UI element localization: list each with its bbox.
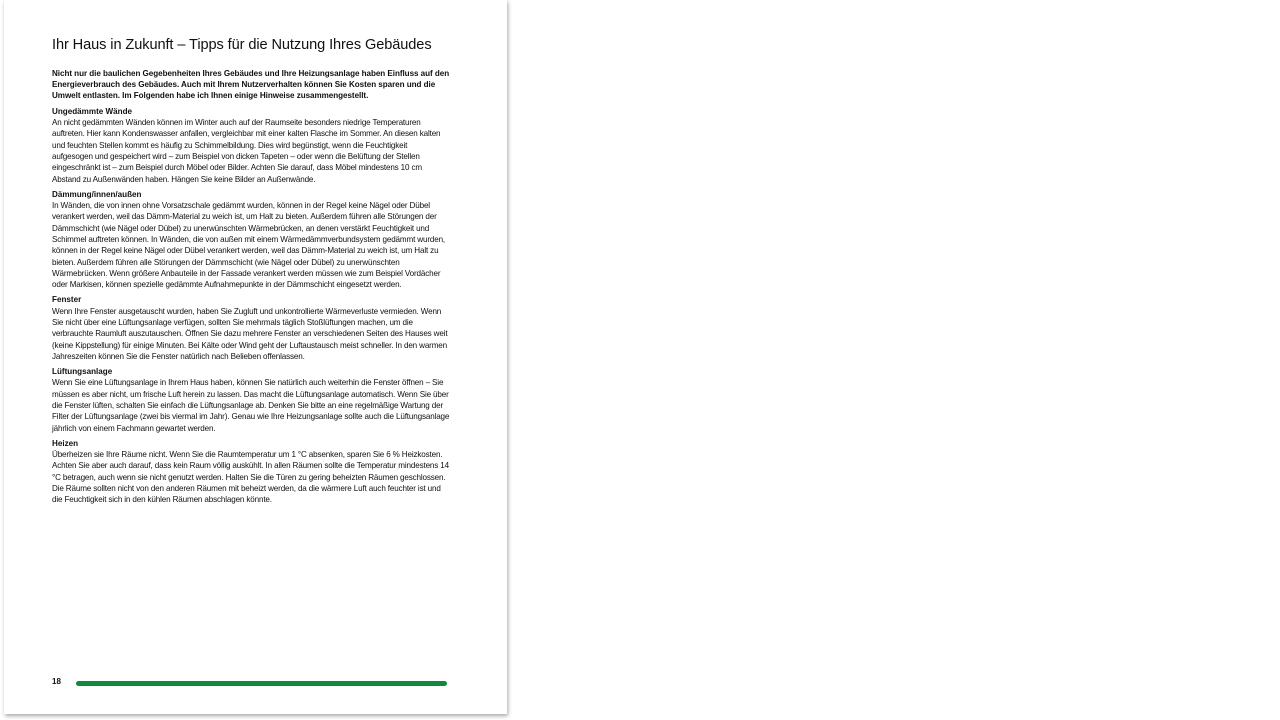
section-heizen [52, 438, 450, 506]
section-body: Wenn Ihre Fenster ausgetauscht wurden, haben Sie Zugluft und unkontrollierte Wärmeverluste vermieden. Wenn Sie nicht über eine Lüftungsanlage verfügen, sollten Sie mehrmals täglich Stoßlüftungen machen, um die verbrauchte Raumluft auszutauschen. Öffnen Sie dazu mehrere Fenster an verschiedenen Seiten des Hauses weit (keine Kippstellung) für einige Minuten. Bei Kälte oder Wind geht der Luftaustausch meist schneller. In den warmen Jahreszeiten können Sie die Fenster natürlich nach Belieben offenlassen. [52, 306, 448, 361]
section-heading: Dämmung/innen/außen [52, 189, 142, 199]
intro-paragraph: Nicht nur die baulichen Gegebenheiten Ihres Gebäudes und Ihre Heizungsanlage haben Einfluss auf den Energieverbrauch des Gebäudes. Auch mit Ihrem Nutzerverhalten können Sie Kosten sparen und die Umwelt entlasten. Im Folgenden habe ich Ihnen einige Hinweise zusammengestellt. [52, 69, 450, 101]
section-body: Überheizen sie Ihre Räume nicht. Wenn Sie die Raumtemperatur um 1 °C absenken, sparen Sie 6 % Heizkosten. Achten Sie aber auch darauf, dass kein Raum völlig auskühlt. In allen Räumen sollte die Temperatur mindestens 14 °C betragen, auch wenn sie nicht genutzt werden. Halten Sie die Türen zu gering beheizten Räumen geschlossen. Die Räume sollten nicht von den anderen Räumen mit beheizt werden, da die wärmere Luft auch feuchter ist und die Feuchtigkeit sich in den kühlen Räumen abschlagen könnte. [52, 450, 449, 505]
document-page [4, 0, 507, 714]
page-content [52, 37, 450, 510]
section-body: An nicht gedämmten Wänden können im Winter auch auf der Raumseite besonders niedrige Temperaturen auftreten. Hier kann Kondenswasser anfallen, vergleichbar mit einer kalten Flasche im Sommer. An diesen kalten und feuchten Stellen kommt es häufig zu Schimmelbildung. Dies wird begünstigt, wenn die Feuchtigkeit aufgesogen und gespeichert wird – zum Beispiel von dicken Tapeten – oder wenn die Belüftung der Stellen eingeschränkt ist – zum Beispiel durch Möbel oder Bilder. Achten Sie darauf, dass Möbel mindestens 10 cm Abstand zu Außenwänden haben. Hängen Sie keine Bilder an Außenwände. [52, 117, 441, 184]
section-heading: Ungedämmte Wände [52, 106, 133, 116]
section-lueftungsanlage [52, 366, 450, 434]
section-fenster [52, 294, 450, 362]
page-number: 18 [52, 677, 61, 686]
section-daemmung [52, 189, 450, 291]
section-heading: Heizen [52, 438, 79, 448]
section-body: Wenn Sie eine Lüftungsanlage in Ihrem Haus haben, können Sie natürlich auch weiterhin die Fenster öffnen – Sie müssen es aber nicht, um frische Luft herein zu lassen. Das macht die Lüftungsanlage automatisch. Wenn Sie über die Fenster lüften, schalten Sie einfach die Lüftungsanlage ab. Denken Sie bitte an eine regelmäßige Wartung der Filter der Lüftungsanlage (zwei bis viermal im Jahr). Genau wie Ihre Heizungsanlage sollte auch die Lüftungsanlage jährlich von einem Fachmann gewartet werden. [52, 378, 450, 433]
footer-accent-bar [76, 681, 447, 686]
page-title: Ihr Haus in Zukunft – Tipps für die Nutzung Ihres Gebäudes [52, 37, 432, 53]
section-heading: Lüftungsanlage [52, 367, 113, 377]
section-body: In Wänden, die von innen ohne Vorsatzschale gedämmt wurden, können in der Regel keine Nägel oder Dübel verankert werden, weil das Dämm-Material zu weich ist, um Halt zu bieten. Außerdem führen alle Störungen der Dämmschicht (wie Nägel oder Dübel) zu unerwünschten Wärmebrücken, an denen verstärkt Feuchtigkeit und Schimmel auftreten können. In Wänden, die von außen mit einem Wärmedämmverbundsystem gedämmt wurden, können in der Regel keine Nägel oder Dübel verankert werden, weil das Dämm-Material zu weich ist, um Halt zu bieten. Außerdem führen alle Störungen der Dämmschicht (wie Nägel oder Dübel) zu unerwünschten Wärmebrücken. Wenn größere Anbauteile in der Fassade verankert werden müssen wie zum Beispiel Vordächer oder Markisen, können spezielle gedämmte Aufnahmepunkte in der Dämmschicht eingesetzt werden. [52, 200, 446, 290]
section-ungedaemmte-waende [52, 106, 450, 185]
section-heading: Fenster [52, 295, 82, 305]
